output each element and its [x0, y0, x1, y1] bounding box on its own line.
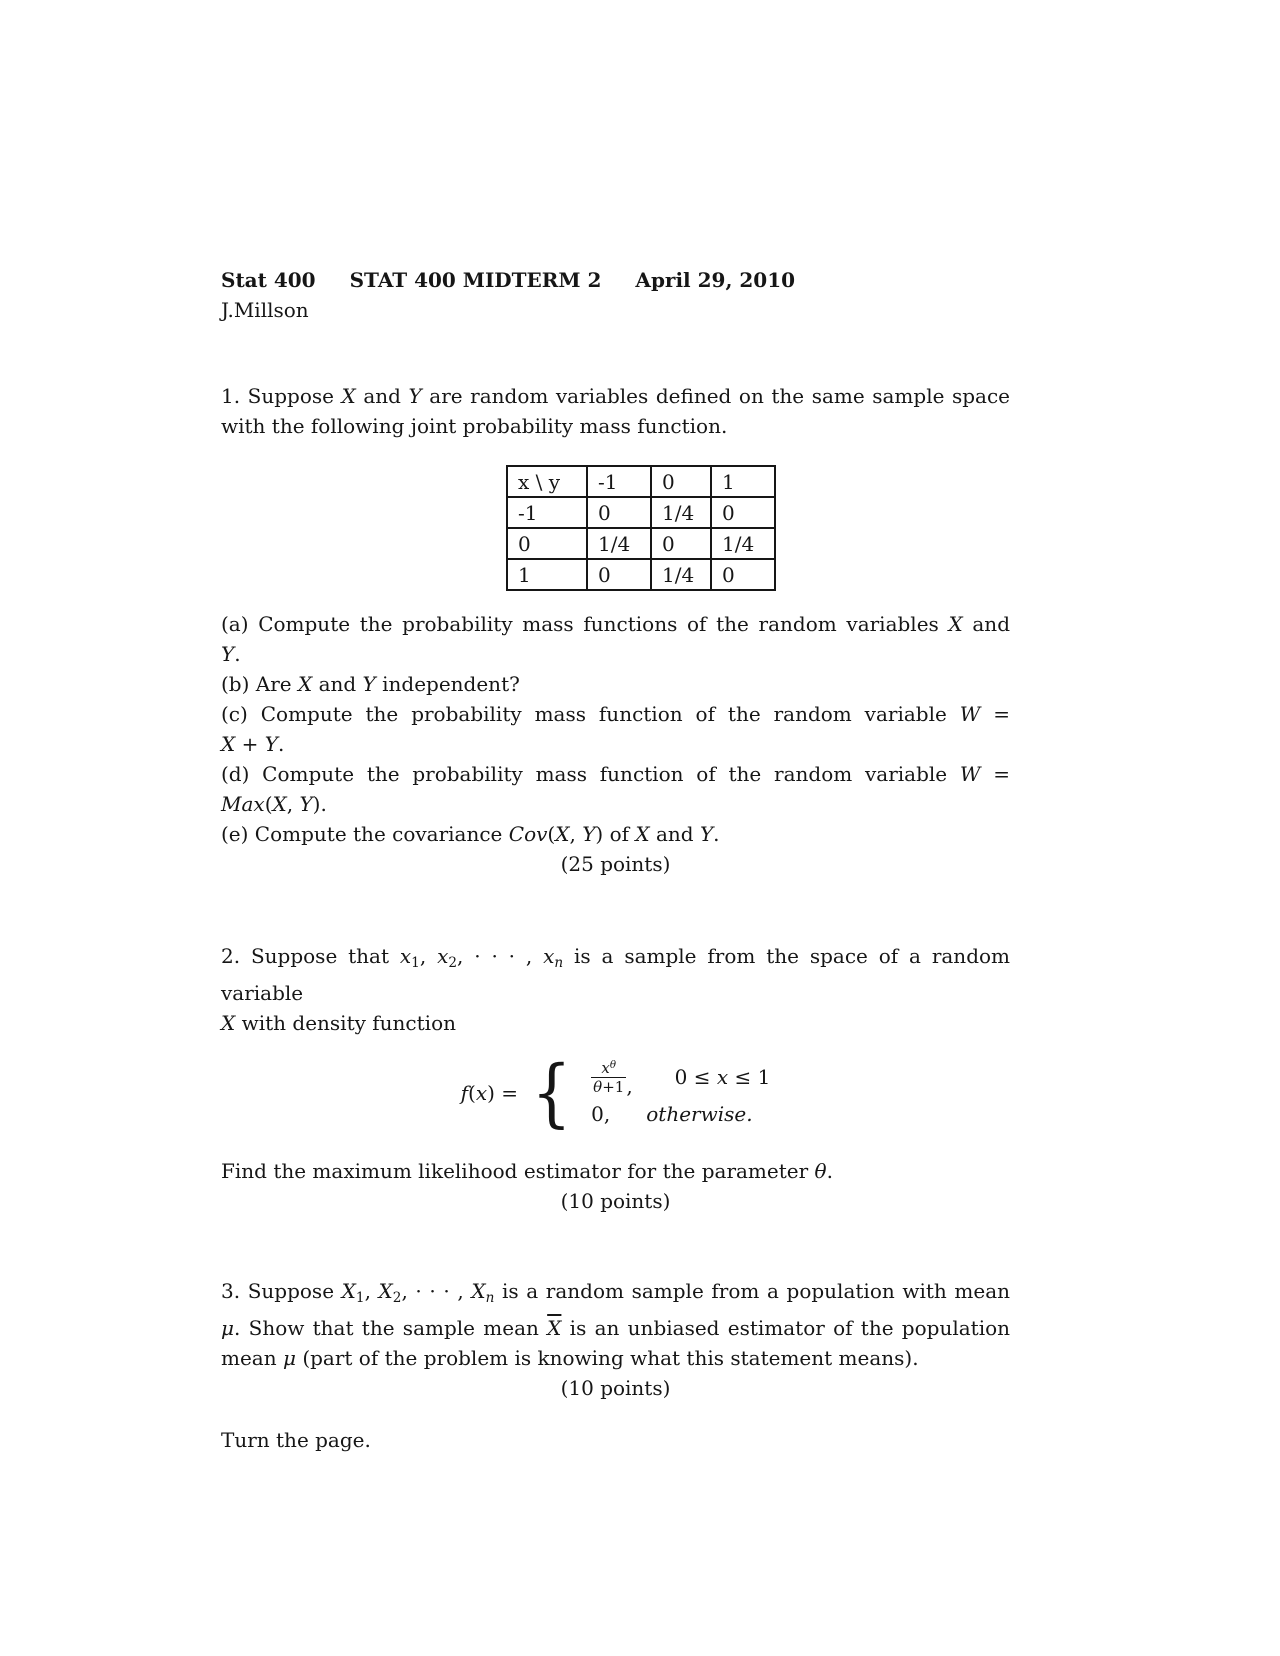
problem2-line2: X with density function: [221, 1010, 456, 1035]
problem2-points: (10 points): [560, 1188, 671, 1213]
table-cell: 0: [651, 528, 711, 559]
problem1-part-c-line2: X + Y.: [221, 732, 285, 756]
problem2-task: Find the maximum likelihood estimator for the parameter θ.: [221, 1158, 833, 1183]
fraction-numerator: $x^\theta$: [601, 1058, 617, 1077]
exam-header-line: [221, 265, 1010, 295]
problem1-part-d-line2: Max(X, Y).: [221, 792, 327, 816]
fraction-comma: ,: [626, 1074, 633, 1099]
table-cell: 1/4: [711, 528, 775, 559]
table-cell: 1/4: [651, 559, 711, 590]
problem3-line2: μ. Show that the sample mean $\overline{X}$ is an unbiased estimator of the population: [221, 1315, 1011, 1340]
table-cell: 1/4: [651, 497, 711, 528]
course-code: Stat 400: [221, 268, 316, 292]
case-2-condition: otherwise.: [646, 1102, 753, 1127]
left-brace-glyph: {: [531, 1050, 572, 1137]
table-header-row: [507, 466, 775, 497]
table-cell: 0: [587, 559, 651, 590]
piecewise-density-formula: [221, 1046, 1010, 1141]
turn-the-page-note: Turn the page.: [221, 1427, 371, 1452]
instructor-name: J.Millson: [221, 298, 309, 322]
problem3-line3: mean μ (part of the problem is knowing what this statement means).: [221, 1345, 919, 1370]
problem1-points: (25 points): [560, 852, 671, 876]
fraction-denominator: θ+1: [593, 1077, 625, 1096]
table-cell: -1: [507, 497, 587, 528]
table-header-cell: 1: [711, 466, 775, 497]
table-cell: 1: [507, 559, 587, 590]
problem3-points: (10 points): [560, 1375, 671, 1400]
problem2-line1: 2. Suppose that x1, x2, · · · , xn is a sample from the space of a random variable: [221, 944, 1010, 1005]
problem1-part-c-line1: (c) Compute the probability mass function of the random variable W =: [221, 702, 1010, 726]
formula-case-2: [591, 1102, 770, 1134]
problem1-part-e: (e) Compute the covariance Cov(X, Y) of X and Y.: [221, 822, 720, 846]
fraction: [591, 1059, 626, 1096]
table-row: [507, 559, 775, 590]
table-header-cell: 0: [651, 466, 711, 497]
table-row: [507, 497, 775, 528]
exam-page: [221, 0, 1010, 1455]
formula-lhs: f(x) =: [460, 1081, 519, 1106]
formula-case-1: [591, 1052, 770, 1102]
problem1-intro-line2: with the following joint probability mass function.: [221, 414, 728, 438]
exam-date: April 29, 2010: [635, 268, 796, 292]
problem1-part-a-line1: (a) Compute the probability mass functions of the random variables X and: [221, 612, 1010, 636]
table-cell: 0: [587, 497, 651, 528]
formula-cases: [591, 1052, 770, 1134]
table-row: [507, 528, 775, 559]
problem1-part-b: (b) Are X and Y independent?: [221, 672, 520, 696]
table-cell: 1/4: [587, 528, 651, 559]
problem3-line1: 3. Suppose X1, X2, · · · , Xn is a random sample from a population with mean: [221, 1278, 1011, 1306]
problem1-intro-line1: 1. Suppose X and Y are random variables defined on the same sample space: [221, 384, 1011, 408]
exam-title: STAT 400 MIDTERM 2: [349, 268, 602, 292]
case-2-value: 0,: [591, 1102, 611, 1127]
table-cell: 0: [507, 528, 587, 559]
joint-pmf-table: [506, 465, 776, 591]
table-header-cell: -1: [587, 466, 651, 497]
table-cell: 0: [711, 559, 775, 590]
case-1-condition: 0 ≤ x ≤ 1: [674, 1065, 771, 1090]
table-cell: 0: [711, 497, 775, 528]
table-corner-cell: x \ y: [507, 466, 587, 497]
problem1-part-a-line2: Y.: [221, 642, 241, 666]
problem1-part-d-line1: (d) Compute the probability mass function of the random variable W =: [221, 762, 1010, 786]
